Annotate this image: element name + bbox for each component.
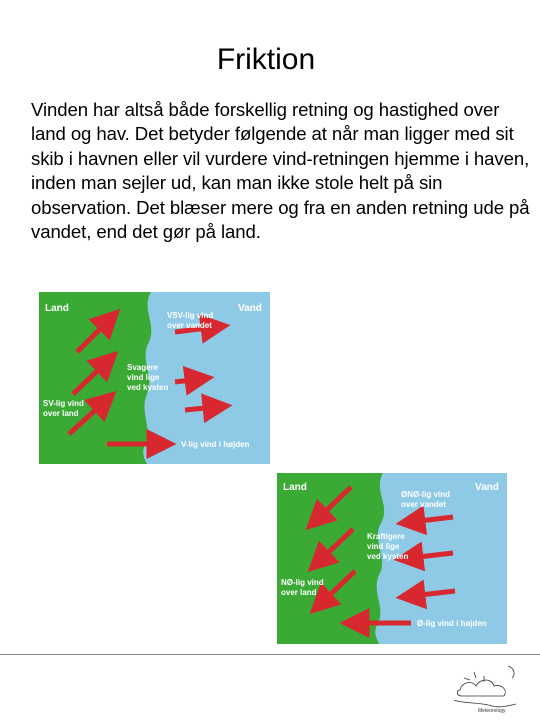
- sea-label: Vand: [238, 303, 262, 314]
- body-paragraph: Vinden har altså både forskellig retning og hastighed over land og hav. Det betyder følgende at når man ligger med sit skib i havnen eller vil vurdere vind-retningen hjemme i haven, inden man sejler ud, kan man ikke stole helt på sin observation. Det blæser mere og fra en anden retning ude på vandet, end det gør på land.: [31, 99, 530, 243]
- left-label-1: SV-lig vind: [43, 399, 84, 408]
- left-label-1: NØ-lig vind: [281, 578, 324, 587]
- mid-label-3: ved kysten: [127, 383, 169, 392]
- sea-label: Vand: [475, 482, 499, 493]
- land-label: Land: [45, 303, 69, 314]
- left-label-2: over land: [281, 588, 317, 597]
- mid-label-2: vind lige: [367, 542, 400, 551]
- top-label-2: over vandet: [167, 321, 212, 330]
- wind-swirl-icon: [508, 666, 514, 678]
- mid-label-2: vind lige: [127, 373, 160, 382]
- top-label-1: VSV-lig vind: [167, 311, 214, 320]
- mid-label-3: ved kysten: [367, 552, 409, 561]
- logo-text: Meteorology: [478, 708, 506, 714]
- slide-title: Friktion: [216, 43, 316, 76]
- mid-label-1: Kraftigere: [367, 532, 405, 541]
- cloud-icon: [457, 680, 505, 696]
- left-label-2: over land: [43, 409, 79, 418]
- top-label-1: ØNØ-lig vind: [401, 490, 450, 499]
- bottom-label: V-lig vind i højden: [181, 440, 250, 449]
- wind-diagram-west: [39, 292, 270, 464]
- meteorology-logo: [450, 660, 520, 721]
- bottom-label: Ø-lig vind i højden: [417, 619, 487, 628]
- top-label-2: over vandet: [401, 500, 446, 509]
- footer-divider: [0, 654, 540, 655]
- wind-diagram-east: [277, 473, 507, 644]
- land-label: Land: [283, 482, 307, 493]
- mid-label-1: Svagere: [127, 363, 159, 372]
